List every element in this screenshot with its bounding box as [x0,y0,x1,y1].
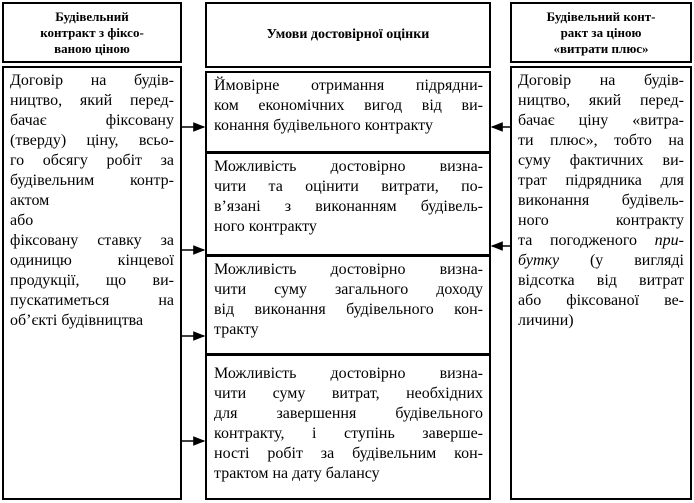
condition-4-line-3: для завершення будівельного [214,405,483,422]
condition-2-line-2: чити та оцінити витрати, по- [214,178,483,195]
condition-3-line-3: від виконання будівельного кон- [214,301,483,318]
condition-3-line-2: чити суму загального доходу [214,281,483,298]
right-body-line-13: личини) [518,312,574,329]
left-body-line-3: бачає фіксовану [10,112,174,129]
center-header-title: Умови достовірної оцінки [266,27,430,42]
right-body-line-2: ництво, який перед- [518,92,684,109]
right-body-line-3: бачає ціну «витра- [518,112,684,129]
condition-1-line-3: конання будівельного контракту [214,117,433,134]
right-body-line-9: та погодженого при- [518,232,684,249]
right-body-line-12: або фіксованої ве- [518,292,684,309]
condition-4-line-1: Можливість достовірно визна- [214,365,483,382]
condition-4-line-2: чити суму витрат, необхідних [214,385,483,402]
left-body-line-5: го обсягу робіт за [10,152,174,169]
right-header-line-1: Будівельний конт- [546,8,656,24]
right-body-line-1: Договір на будів- [518,72,684,89]
right-header-line-3: «витрати плюс» [553,40,649,56]
right-body-line-11: відсотка від витрат [518,272,684,289]
left-body-line-9: фіксовану ставку за [10,232,174,249]
right-body-line-5: суму фактичних ви- [518,152,684,169]
left-header-line-1: Будівельний [55,8,129,24]
right-header-line-2: ракт за ціною [560,24,642,40]
condition-2-line-4: ного контракту [214,218,317,235]
left-body-line-4: (тверду) ціну, всьо- [10,132,174,149]
left-body-line-1: Договір на будів- [10,72,174,89]
condition-4-line-4: контракту, і ступінь заверше- [214,425,483,442]
condition-3-line-1: Можливість достовірно визна- [214,261,483,278]
left-body-line-6: будівельним контр- [10,172,174,189]
condition-1-line-2: ком економічних вигод від ви- [214,97,483,114]
left-header-line-2: контракт з фіксо- [40,24,144,40]
right-body-line-7: виконання будівель- [518,192,684,209]
right-body-line-4: ти плюс», тобто на [518,132,684,149]
condition-4-line-6: трактом на дату балансу [214,465,380,482]
left-body-line-13: об’єкті будівництва [10,312,144,329]
left-body-line-12: пускатиметься на [10,292,174,309]
left-body-line-10: одиницю кінцевої [10,252,174,269]
right-body-line-10: бутку (у вигляді [518,252,684,269]
right-body-line-8: ного контракту [518,212,684,229]
left-body-line-8: або [10,212,34,229]
italic-fragment: бутку [518,252,560,269]
condition-4-line-5: ності робіт за будівельним кон- [214,445,483,462]
condition-1-line-1: Ймовірне отримання підрядни- [214,77,483,94]
left-header-line-3: ваною ціною [54,40,130,56]
condition-2-line-1: Можливість достовірно визна- [214,158,483,175]
italic-fragment: при- [654,232,684,249]
condition-2-line-3: в’язані з виконанням будівель- [214,198,483,215]
right-body-line-6: трат підрядника для [518,172,684,189]
left-body-line-11: продукції, що ви- [10,272,174,289]
left-body-line-2: ництво, який перед- [10,92,174,109]
left-body-line-7: актом [10,192,50,209]
condition-3-line-4: тракту [214,321,259,338]
